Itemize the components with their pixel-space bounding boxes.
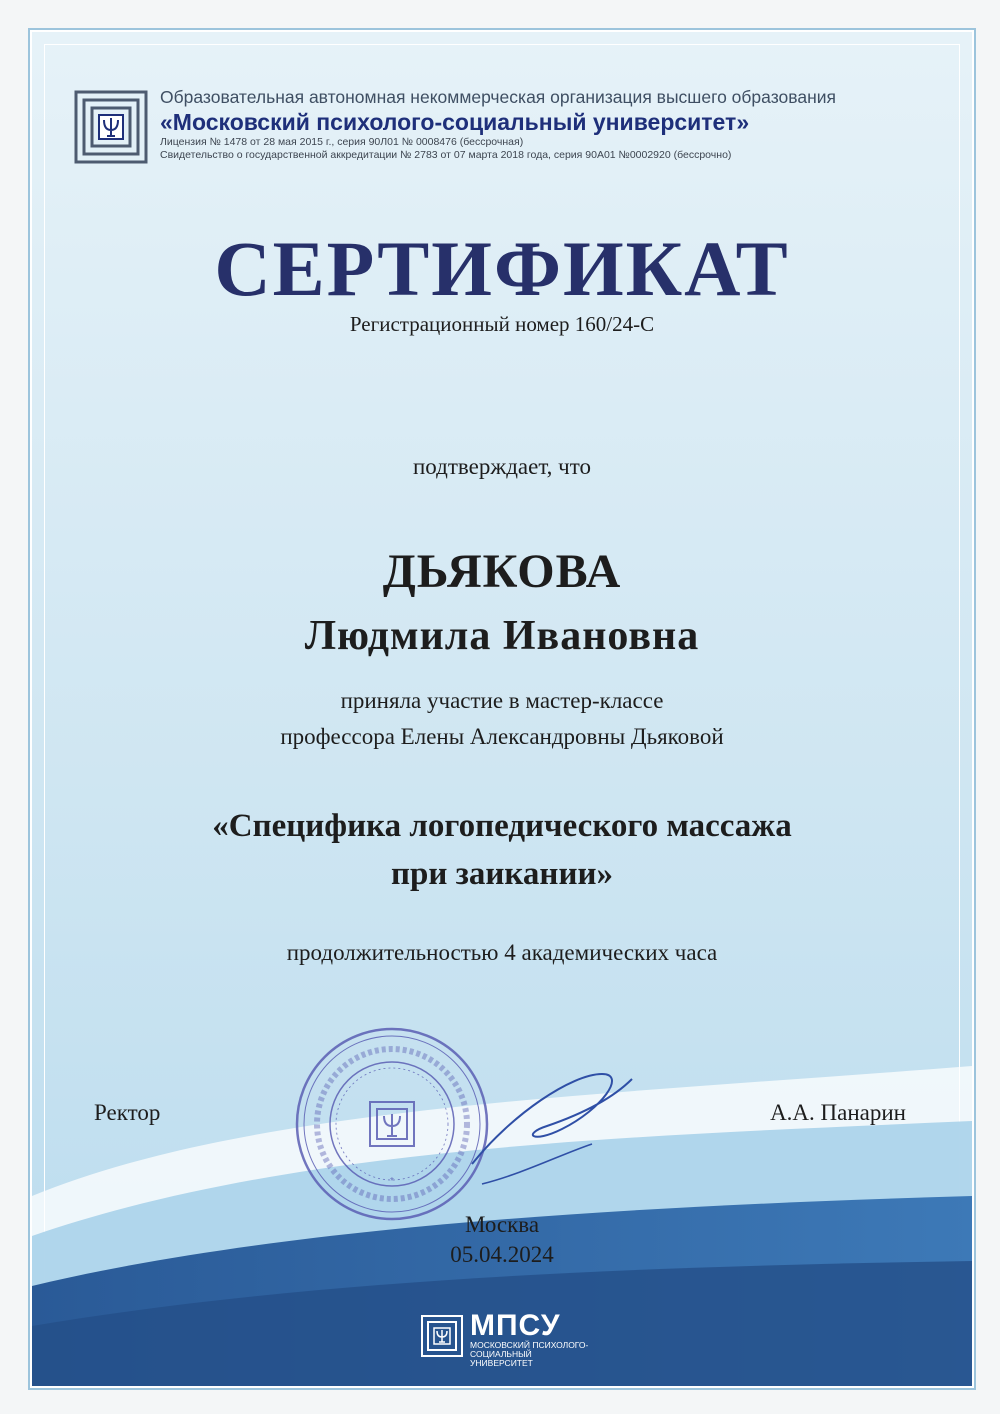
rector-signature-icon <box>452 1054 642 1194</box>
participation-line-2: профессора Елены Александровны Дьяковой <box>280 724 724 749</box>
rector-label: Ректор <box>94 1100 161 1125</box>
registration-number: Регистрационный номер 160/24-С <box>349 312 655 336</box>
university-header <box>74 86 934 186</box>
recipient-given-names: Людмила Ивановна <box>304 613 700 659</box>
issue-date: 05.04.2024 <box>450 1242 554 1267</box>
city: Москва <box>464 1212 540 1237</box>
rector-name: А.А. Панарин <box>770 1100 906 1125</box>
footer-logo-icon <box>420 1314 464 1358</box>
organization-type: Образовательная автономная некоммерческая организация высшего образования <box>160 87 836 107</box>
footer-brand: МПСУ <box>470 1309 561 1342</box>
course-title-line-2: при заикании» <box>391 856 613 892</box>
participation-line-1: приняла участие в мастер-классе <box>340 688 664 713</box>
certificate-sheet <box>30 30 974 1388</box>
footer-subtitle: МОСКОВСКИЙ ПСИХОЛОГО-СОЦИАЛЬНЫЙ УНИВЕРСИТЕТ <box>470 1340 589 1368</box>
accreditation-line: Свидетельство о государственной аккредитации № 2783 от 07 марта 2018 года, серия 90А01 №0002920 (бессрочно) <box>160 149 732 161</box>
header-text-block <box>160 86 940 162</box>
course-title-line-1: «Специфика логопедического массажа <box>212 808 792 844</box>
university-name: «Московский психолого-социальный университет» <box>160 109 750 135</box>
confirms-text: подтверждает, что <box>413 454 591 479</box>
svg-text:*: * <box>390 1176 394 1187</box>
university-logo-icon <box>74 90 148 164</box>
license-line: Лицензия № 1478 от 28 мая 2015 г., серия 90Л01 № 0008476 (бессрочная) <box>160 136 524 148</box>
recipient-surname: ДЬЯКОВА <box>382 545 622 598</box>
duration-text: продолжительностью 4 академических часа <box>286 940 718 965</box>
certificate-title: СЕРТИФИКАТ <box>214 225 790 312</box>
